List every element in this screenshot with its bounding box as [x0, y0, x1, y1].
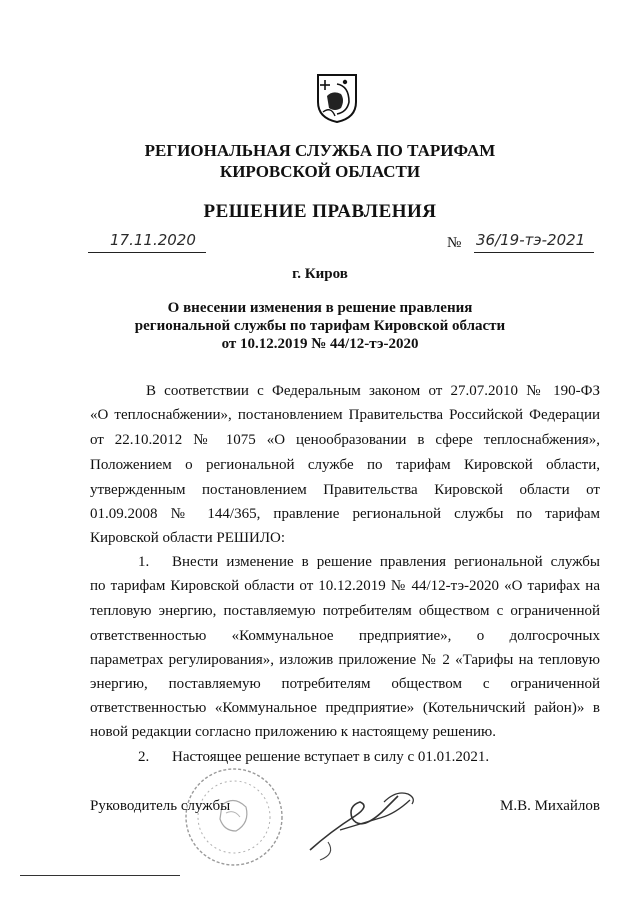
item1-line: ответственностью «Коммунальное предприятие», о долгосрочных	[90, 628, 600, 644]
intro-line: Положением о региональной службе по тарифам Кировской области,	[90, 457, 600, 473]
city: г. Киров	[292, 266, 348, 282]
intro-line: от 22.10.2012 № 1075 «О ценообразовании в сфере теплоснабжения»,	[90, 432, 600, 448]
item1-line: параметрах регулирования», изложив приложение № 2 «Тарифы на тепловую	[90, 652, 600, 668]
intro-line: «О теплоснабжении», постановлением Правительства Российской Федерации	[90, 407, 600, 423]
item2-text: Настоящее решение вступает в силу с 01.01.2021.	[172, 749, 490, 765]
item1-line: Внести изменение в решение правления региональной службы	[172, 554, 600, 570]
intro-line: Кировской области РЕШИЛО:	[90, 530, 286, 546]
coat-of-arms-emblem	[315, 72, 359, 124]
intro-line: 01.09.2008 № 144/365, правление региональной службы по тарифам	[90, 506, 600, 522]
footer-divider	[20, 875, 180, 876]
number-sign: №	[447, 235, 462, 251]
intro-line: утвержденным постановлением Правительства Кировской области от	[90, 482, 600, 498]
item1-line: тепловую энергию, поставляемую потребителям обществом с ограниченной	[90, 603, 600, 619]
org-name-line1: РЕГИОНАЛЬНАЯ СЛУЖБА ПО ТАРИФАМ	[144, 141, 496, 160]
intro-line: В соответствии с Федеральным законом от 27.07.2010 № 190-ФЗ	[146, 383, 600, 399]
handwritten-date: 17.11.2020	[110, 231, 196, 249]
subject-line3: от 10.12.2019 № 44/12-тэ-2020	[221, 336, 419, 352]
number-field	[474, 232, 594, 253]
official-stamp	[182, 765, 286, 869]
handwritten-signature	[300, 772, 450, 862]
document-title: РЕШЕНИЕ ПРАВЛЕНИЯ	[203, 201, 437, 222]
item1-number: 1.	[138, 554, 150, 570]
item1-line: новой редакции согласно приложению к настоящему решению.	[90, 724, 496, 740]
signature-position: Руководитель службы	[90, 798, 231, 814]
signatory-name: М.В. Михайлов	[499, 798, 600, 814]
org-name-line2: КИРОВСКОЙ ОБЛАСТИ	[219, 162, 421, 181]
item1-line: по тарифам Кировской области от 10.12.2019 № 44/12-тэ-2020 «О тарифах на	[90, 578, 600, 594]
item1-line: энергию, поставляемую потребителям обществом с ограниченной	[90, 676, 600, 692]
subject-line2: региональной службы по тарифам Кировской области	[134, 318, 506, 334]
handwritten-number: 36/19-тэ-2021	[476, 231, 586, 249]
item1-line: ответственностью «Коммунальное предприятие» (Котельничский район)» в	[90, 700, 600, 716]
subject-line1: О внесении изменения в решение правления	[167, 300, 473, 316]
date-field	[88, 232, 206, 253]
item2-number: 2.	[138, 749, 150, 765]
